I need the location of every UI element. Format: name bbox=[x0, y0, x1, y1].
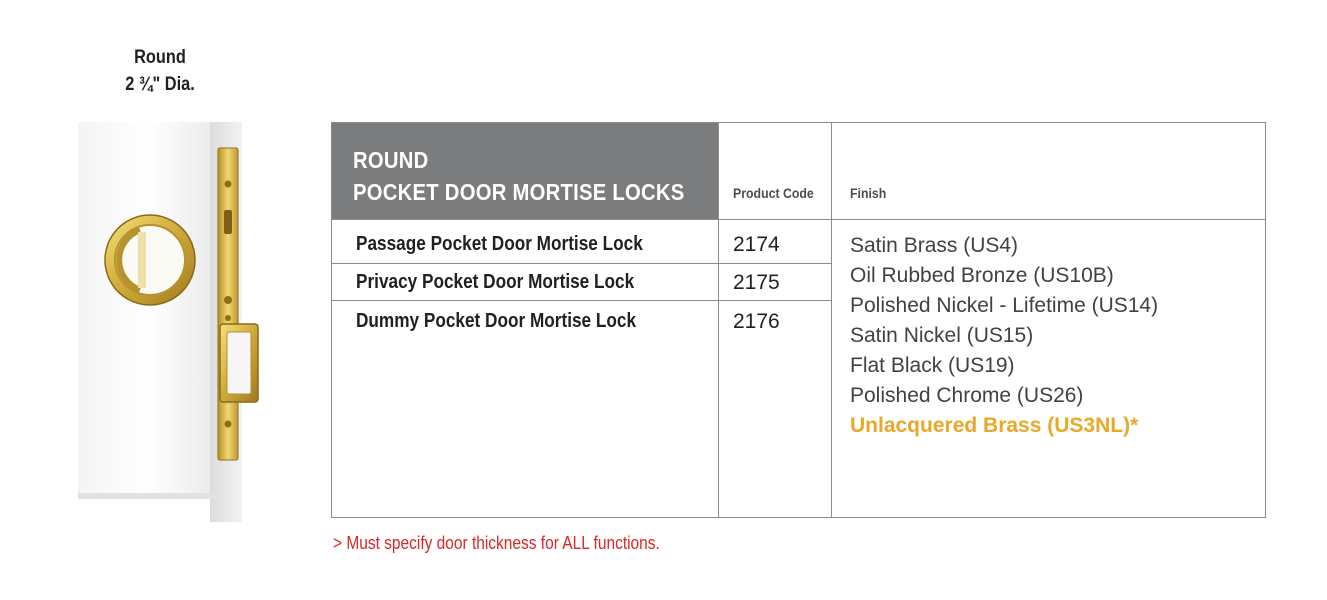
finish-item: Polished Nickel - Lifetime (US14) bbox=[850, 294, 1159, 317]
table-row-code: 2175 bbox=[733, 271, 780, 294]
caption-size: 2 ¾" Dia. bbox=[125, 74, 195, 95]
column-header-product-code: Product Code bbox=[733, 185, 814, 201]
column-divider bbox=[718, 123, 719, 517]
finish-item: Satin Brass (US4) bbox=[850, 234, 1019, 257]
header-divider bbox=[332, 219, 1266, 220]
column-header-finish: Finish bbox=[850, 185, 887, 201]
table-title bbox=[332, 123, 719, 220]
row-divider bbox=[332, 300, 831, 301]
table-row-name: Dummy Pocket Door Mortise Lock bbox=[356, 310, 637, 332]
caption-shape: Round bbox=[134, 47, 186, 68]
product-image bbox=[70, 118, 270, 528]
table-title-line1: ROUND bbox=[353, 147, 429, 173]
row-divider bbox=[332, 263, 831, 264]
finish-item-highlighted: Unlacquered Brass (US3NL)* bbox=[850, 414, 1139, 437]
table-row-code: 2176 bbox=[733, 310, 780, 333]
pocket-door-mortise-lock-illustration bbox=[70, 118, 270, 528]
finish-item: Oil Rubbed Bronze (US10B) bbox=[850, 264, 1114, 287]
table-row-name: Privacy Pocket Door Mortise Lock bbox=[356, 271, 635, 293]
finish-item: Flat Black (US19) bbox=[850, 354, 1015, 377]
table-row-name: Passage Pocket Door Mortise Lock bbox=[356, 233, 643, 255]
door-thickness-note: > Must specify door thickness for ALL functions. bbox=[333, 533, 660, 553]
finish-item: Polished Chrome (US26) bbox=[850, 384, 1084, 407]
finish-item: Satin Nickel (US15) bbox=[850, 324, 1034, 347]
column-divider bbox=[831, 123, 832, 517]
finish-list bbox=[850, 231, 1158, 441]
product-spec-table bbox=[331, 122, 1266, 518]
table-title-line2: POCKET DOOR MORTISE LOCKS bbox=[353, 179, 685, 205]
table-row-code: 2174 bbox=[733, 233, 780, 256]
product-caption bbox=[100, 44, 220, 98]
